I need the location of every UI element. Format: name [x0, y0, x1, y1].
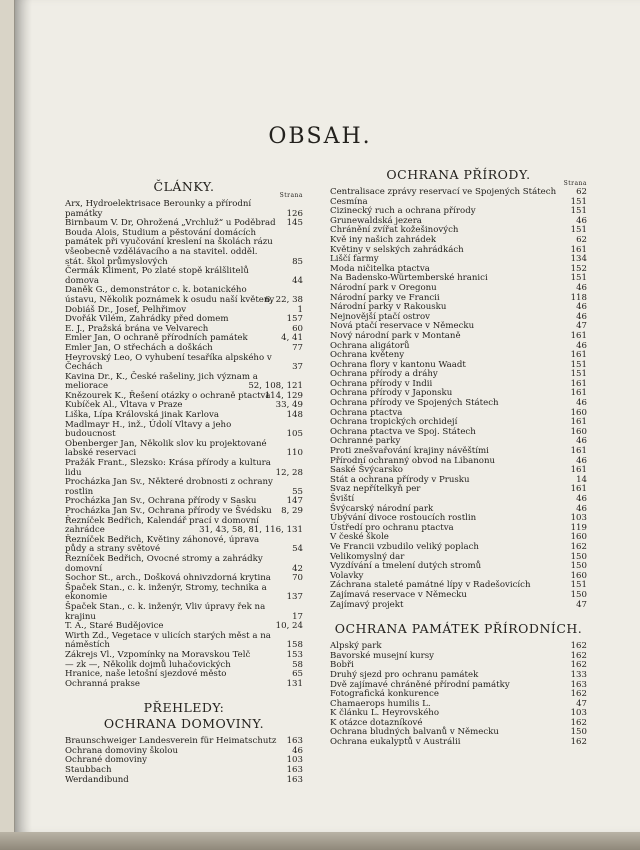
toc-entry-page: 147: [286, 496, 303, 507]
toc-entry-text: Kvě iny našich zahrádek: [330, 234, 437, 245]
toc-entry: [65, 440, 303, 459]
toc-entry-text: Vyzdívání a tmelení dutých stromů: [330, 561, 482, 572]
toc-entry-text: Čermák Kliment, Po zlaté stopě králšlitelů domova: [65, 266, 249, 286]
toc-entry-page: 150: [570, 727, 587, 738]
toc-entry: [65, 584, 303, 603]
toc-entry-text: Liška, Lípa Královská jinak Karlova: [65, 410, 219, 421]
toc-entry-text: Národní park v Oregonu: [330, 282, 437, 293]
toc-entry-text: Ochrana domoviny školou: [65, 745, 178, 756]
toc-entry-text: Ochrané domoviny: [65, 755, 147, 766]
toc-entry-text: Ochrana ptactva: [330, 407, 403, 418]
toc-entry-page: 163: [286, 774, 303, 785]
toc-entry-text: Dobiáš Dr., Josef, Pelhřimov: [65, 304, 187, 315]
toc-entry-text: Přírodní ochranný obvod na Libanonu: [330, 455, 496, 466]
toc-entry-text: Dvě zajímavé chráněné přírodní památky: [330, 679, 510, 690]
toc-entry-text: Řezníček Bedřich, Květiny záhonové, úprava půdy a strany světové: [65, 534, 260, 555]
toc-entry-text: Ochranná prakse: [65, 678, 140, 689]
toc-entry-page: 55: [292, 486, 303, 497]
strana-label: Strana: [279, 192, 303, 199]
toc-entry-page: 46: [576, 494, 587, 504]
toc-entry-page: 151: [570, 225, 587, 236]
toc-entry: [65, 680, 303, 690]
toc-entry-text: Bouda Alois, Studium a pěstování domácích památek při vyučování kreslení na školách rázu všeobecně vzdělávacího a na stavitel. odděl. stát. škol průmyslových: [65, 227, 273, 267]
toc-entry-text: Saské Švýcarsko: [330, 465, 403, 476]
toc-entry-text: Ochrana přírody v Indii: [330, 378, 433, 389]
toc-entry-page: 58: [292, 659, 303, 670]
toc-entry-text: Ve Francii vzbudilo veliký poplach: [330, 541, 479, 552]
toc-entry-page: 161: [570, 244, 587, 255]
toc-entry-page: 12, 28: [275, 467, 303, 478]
toc-entry-page: 151: [570, 206, 587, 217]
toc-entry-text: Centralisace zprávy reservací ve Spojených Státech: [330, 187, 557, 197]
toc-entry-page: 131: [286, 678, 303, 689]
toc-entry-page: 14: [576, 474, 587, 485]
toc-entry-page: 33, 49: [275, 400, 303, 411]
toc-entry-page: 161: [570, 465, 587, 476]
toc-entry-text: Na Badensko-Würtemberské hranici: [330, 273, 488, 284]
toc-entry-page: 150: [570, 589, 587, 600]
toc-entry: [65, 536, 303, 555]
toc-entry-text: Madlmayr H., inž., Údolí Vltavy a jeho budoucnost: [65, 419, 232, 440]
toc-entry-text: V české škole: [330, 532, 389, 543]
toc-entry-text: Obenberger Jan, Několik slov ku projektované labské reservaci: [65, 438, 267, 459]
toc-entry-text: Ochrana přírody a dráhy: [330, 369, 438, 380]
toc-entry-page: 6, 22, 38: [264, 294, 303, 305]
toc-entry-text: Ústředí pro ochranu ptactva: [330, 522, 454, 533]
toc-entry-text: Chamaerops humilis L.: [330, 698, 431, 709]
toc-entry: [65, 603, 303, 622]
toc-entry-page: 163: [286, 765, 303, 776]
toc-entry-text: Wirth Zd., Vegetace v ulicích starých měst a na náměstích: [65, 630, 271, 651]
toc-entry-page: 103: [570, 513, 587, 524]
toc-entry-text: Proti znešvařování krajiny návěštími: [330, 446, 489, 457]
toc-entry: [65, 478, 303, 497]
toc-entry-page: 114, 129: [264, 390, 303, 401]
toc-entry-page: 62: [576, 234, 587, 245]
toc-entry: [65, 632, 303, 651]
toc-entry-text: Procházka Jan Sv., Ochrana přírody v Sasku: [65, 496, 257, 507]
toc-entry-text: Birnbaum V. Dr, Ohrožená „Vrchluž“ u Poděbrad: [65, 218, 276, 229]
toc-entry-text: Ubývání divoce rostoucích rostlin: [330, 513, 477, 524]
toc-entry-page: 47: [576, 698, 587, 709]
toc-entry-page: 162: [570, 660, 587, 671]
toc-entry-page: 161: [570, 484, 587, 495]
toc-entry-text: Grunewaldská jezera: [330, 215, 422, 226]
toc-entry-page: 161: [570, 417, 587, 428]
toc-entry: [330, 188, 587, 198]
toc-entry-page: 162: [570, 650, 587, 661]
toc-entry-text: Braunschweiger Landesverein für Heimatschutz: [65, 736, 277, 747]
toc-entry-page: 118: [570, 292, 587, 303]
toc-entry-text: Špaček Stan., c. k. inženýr, Stromy, technika a ekonomie: [65, 582, 267, 603]
section-heading-prehledy: PŘEHLEDY:: [143, 700, 225, 716]
toc-entry-page: 46: [576, 503, 587, 514]
toc-entry-text: Řezníček Bedřich, Ovocné stromy a zahrádky domovní: [65, 553, 263, 574]
toc-entry-text: Národní parky ve Francii: [330, 292, 440, 303]
toc-entry-text: Zajímavá reservace v Německu: [330, 589, 467, 600]
toc-entry-page: 46: [576, 282, 587, 293]
toc-entry-text: Šviští: [330, 494, 355, 504]
toc-entry-page: 134: [570, 254, 587, 265]
toc-entry-page: 133: [570, 669, 587, 680]
toc-list-ochrana-pamatek: [330, 642, 587, 748]
toc-entry-page: 4, 41: [281, 333, 303, 344]
toc-entry-text: Hranice, naše letošní sjezdové město: [65, 669, 227, 680]
toc-entry-text: Ochrana tropických orchidejí: [330, 417, 458, 428]
toc-entry-page: 150: [570, 551, 587, 562]
toc-entry-page: 42: [292, 563, 303, 574]
toc-entry-text: Zákrejs Vl., Vzpomínky na Moravskou Telč: [65, 649, 251, 660]
toc-entry-text: Volavky: [330, 570, 364, 581]
toc-entry-text: Staubbach: [65, 765, 112, 776]
toc-entry-page: 103: [286, 755, 303, 766]
toc-entry: [65, 776, 303, 786]
toc-entry-page: 31, 43, 58, 81, 116, 131: [199, 525, 303, 536]
toc-entry: [65, 421, 303, 440]
toc-entry-text: Svaz nepřítelkyň per: [330, 484, 421, 495]
toc-entry-page: 77: [292, 342, 303, 353]
toc-entry-text: Sochor St., arch., Došková ohnivzdorná krytina: [65, 573, 271, 584]
toc-entry-text: Ochrana eukalyptů v Austrálii: [330, 737, 461, 748]
toc-entry-page: 46: [576, 436, 587, 447]
toc-entry: [65, 229, 303, 267]
toc-entry-text: Ochrana květeny: [330, 350, 405, 361]
toc-entry-text: Záchrana staleté památné lípy v Radešovicích: [330, 580, 531, 591]
toc-entry-page: 151: [570, 196, 587, 207]
toc-entry-text: K otázce dotazníkové: [330, 717, 423, 728]
toc-entry-text: Ochrana přírody v Japonsku: [330, 388, 453, 399]
toc-entry-page: 46: [576, 215, 587, 226]
toc-entry: [330, 601, 587, 611]
toc-entry-page: 151: [570, 273, 587, 284]
toc-entry-page: 157: [286, 314, 303, 325]
toc-entry-text: Druhý sjezd pro ochranu památek: [330, 669, 479, 680]
toc-entry-page: 161: [570, 378, 587, 389]
section-heading-ochrana-pamatek: OCHRANA PAMÁTEK PŘÍRODNÍCH.: [334, 621, 583, 637]
toc-entry-text: Pražák Frant., Slezsko: Krása přírody a kultura lidu: [65, 458, 271, 478]
toc-entry-page: 46: [576, 455, 587, 466]
toc-entry-page: 105: [286, 429, 303, 440]
toc-entry-text: E. J., Pražská brána ve Velvarech: [65, 323, 209, 334]
toc-entry: [65, 555, 303, 574]
toc-entry-page: 46: [576, 340, 587, 351]
toc-entry-text: Knězourek K., Řešení otázky o ochraně ptactva: [65, 390, 271, 401]
strana-label: Strana: [563, 180, 587, 187]
page-bottom-edge: [0, 832, 640, 850]
toc-entry-text: Emler Jan, O ochraně přírodních památek: [65, 333, 248, 344]
left-column: [65, 180, 303, 785]
toc-entry-text: Národní parky v Rakousku: [330, 302, 447, 313]
toc-entry-text: Ochrana přírody ve Spojených Státech: [330, 398, 499, 409]
toc-entry-text: K článku L. Heyrovského: [330, 708, 439, 719]
toc-entry-page: 160: [570, 407, 587, 418]
toc-entry-text: Ochrana bludných balvanů v Německu: [330, 727, 499, 738]
section-heading-label: ČLÁNKY.: [153, 179, 215, 194]
toc-entry-text: Švýcarský národní park: [330, 503, 434, 514]
toc-entry: [65, 200, 303, 219]
toc-entry-page: 162: [570, 737, 587, 748]
toc-entry-text: Heyrovský Leo, O vyhubení tesaříka alpského v Čechách: [65, 352, 272, 373]
toc-entry-page: 152: [570, 263, 587, 274]
right-column: [330, 168, 587, 748]
toc-entry-page: 47: [576, 321, 587, 332]
toc-entry-page: 60: [292, 323, 303, 334]
toc-entry-page: 46: [576, 398, 587, 409]
toc-entry-page: 137: [286, 592, 303, 603]
toc-entry: [330, 738, 587, 748]
toc-entry-page: 161: [570, 350, 587, 361]
toc-entry-text: Procházka Jan Sv., Ochrana přírody ve Švédsku: [65, 506, 272, 516]
toc-entry-page: 162: [570, 717, 587, 728]
toc-entry-text: Stát a ochrana přírody v Prusku: [330, 474, 470, 485]
toc-entry-page: 70: [292, 573, 303, 584]
toc-entry: [65, 354, 303, 373]
toc-entry-page: 158: [286, 640, 303, 651]
toc-entry-page: 54: [292, 544, 303, 555]
toc-entry-page: 47: [576, 599, 587, 610]
toc-entry-text: — zk —, Několik dojmů luhačovických: [65, 659, 231, 670]
toc-entry-text: Arx, Hydroelektrisace Berounky a přírodní památky: [65, 199, 252, 219]
toc-entry-text: Nový národní park v Montaně: [330, 330, 461, 341]
toc-entry-page: 163: [286, 736, 303, 747]
toc-entry-text: Nová ptačí reservace v Německu: [330, 321, 475, 332]
toc-entry-page: 85: [292, 256, 303, 267]
toc-entry-page: 37: [292, 362, 303, 373]
toc-entry-text: Liščí farmy: [330, 254, 379, 265]
toc-entry-page: 65: [292, 669, 303, 680]
toc-entry-page: 160: [570, 532, 587, 543]
toc-entry-text: Procházka Jan Sv., Některé drobnosti z ochrany rostlin: [65, 477, 273, 497]
toc-entry-page: 44: [292, 275, 303, 286]
toc-entry-text: Kubíček Al., Vltava v Praze: [65, 400, 183, 411]
toc-entry-text: Bobři: [330, 660, 354, 671]
toc-entry-page: 163: [570, 679, 587, 690]
page-title: OBSAH.: [268, 124, 372, 149]
toc-entry-page: 103: [570, 708, 587, 719]
toc-entry: [65, 373, 303, 392]
toc-entry-page: 151: [570, 359, 587, 370]
toc-entry-page: 161: [570, 330, 587, 341]
toc-entry-text: Cesmína: [330, 196, 368, 207]
toc-entry-page: 10, 24: [275, 621, 303, 632]
toc-entry-page: 46: [576, 302, 587, 313]
toc-entry-text: Květiny v selských zahrádkách: [330, 244, 464, 255]
toc-entry-text: Dvořák Vilém, Zahrádky před domem: [65, 314, 229, 325]
toc-entry-text: Ochrana aligátorů: [330, 340, 410, 351]
toc-entry-page: 52, 108, 121: [248, 381, 303, 392]
toc-entry-page: 150: [570, 561, 587, 572]
toc-entry-page: 110: [286, 448, 303, 459]
toc-entry-page: 160: [570, 426, 587, 437]
toc-entry-page: 151: [570, 580, 587, 591]
toc-entry-page: 8, 29: [281, 506, 303, 516]
toc-entry-page: 162: [570, 541, 587, 552]
toc-entry-page: 161: [570, 388, 587, 399]
toc-entry: [65, 286, 303, 305]
toc-entry-page: 62: [576, 187, 587, 197]
toc-list-ochrana-domoviny: [65, 737, 303, 785]
toc-entry-text: Alpský park: [330, 641, 382, 652]
toc-list-ochrana-prirody: [330, 188, 587, 610]
toc-entry-page: 162: [570, 641, 587, 652]
section-heading-clanky: [65, 179, 303, 199]
toc-entry-page: 160: [570, 570, 587, 581]
toc-entry-text: Chránění zvířat kožešinových: [330, 225, 459, 236]
toc-entry-text: Zajímavý projekt: [330, 599, 404, 610]
section-heading-ochrana-prirody: [330, 167, 587, 187]
toc-entry-text: Ochrana flory v kantonu Waadt: [330, 359, 466, 370]
toc-entry-page: 17: [292, 611, 303, 622]
toc-entry-page: 153: [286, 649, 303, 660]
toc-entry: [65, 459, 303, 478]
toc-entry: [65, 517, 303, 536]
toc-entry-text: Emler Jan, O střechách a doškách: [65, 342, 213, 353]
toc-entry: [65, 267, 303, 286]
toc-entry-page: 46: [292, 745, 303, 756]
toc-entry-page: 126: [286, 208, 303, 219]
toc-list-clanky: [65, 200, 303, 689]
section-heading-label: OCHRANA PŘÍRODY.: [386, 167, 531, 182]
toc-entry-text: Špaček Stan., c. k. inženýr, Vliv úpravy řek na krajinu: [65, 601, 266, 622]
toc-entry-page: 148: [286, 410, 303, 421]
toc-entry-text: T. A., Staré Budějovice: [65, 621, 164, 632]
toc-entry-page: 119: [570, 522, 587, 533]
toc-entry-text: Ochranné parky: [330, 436, 401, 447]
toc-entry-text: Fotografická konkurence: [330, 689, 439, 700]
toc-entry-page: 151: [570, 369, 587, 380]
toc-entry-text: Bavorské musejní kursy: [330, 650, 434, 661]
toc-entry-text: Nejnovější ptačí ostrov: [330, 311, 431, 322]
toc-entry: [330, 485, 587, 495]
toc-entry-text: Řezníček Bedřich, Kalendář prací v domovní zahrádce: [65, 515, 259, 536]
toc-entry: [330, 652, 587, 662]
toc-entry-page: 145: [286, 218, 303, 229]
toc-entry-text: Velikomyslný dar: [330, 551, 405, 562]
toc-entry-text: Daněk G., demonstrátor c. k. botanického ústavu, Několik poznámek k osudu naší květeny: [65, 285, 275, 305]
toc-entry: [330, 562, 587, 572]
toc-entry-page: 162: [570, 689, 587, 700]
toc-entry-text: Kavina Dr., K., České rašeliny, jich význam a meliorace: [65, 371, 258, 392]
toc-entry-page: 161: [570, 446, 587, 457]
toc-entry-text: Werdandibund: [65, 774, 129, 785]
toc-entry-text: Cizinecký ruch a ochrana přírody: [330, 206, 476, 217]
toc-entry-page: 46: [576, 311, 587, 322]
toc-entry-text: Ochrana ptactva ve Spoj. Státech: [330, 426, 476, 437]
section-heading-ochrana-domoviny: OCHRANA DOMOVINY.: [103, 716, 265, 732]
toc-entry-page: 1: [297, 304, 303, 315]
toc-entry-text: Moda ničitelka ptactva: [330, 263, 430, 274]
